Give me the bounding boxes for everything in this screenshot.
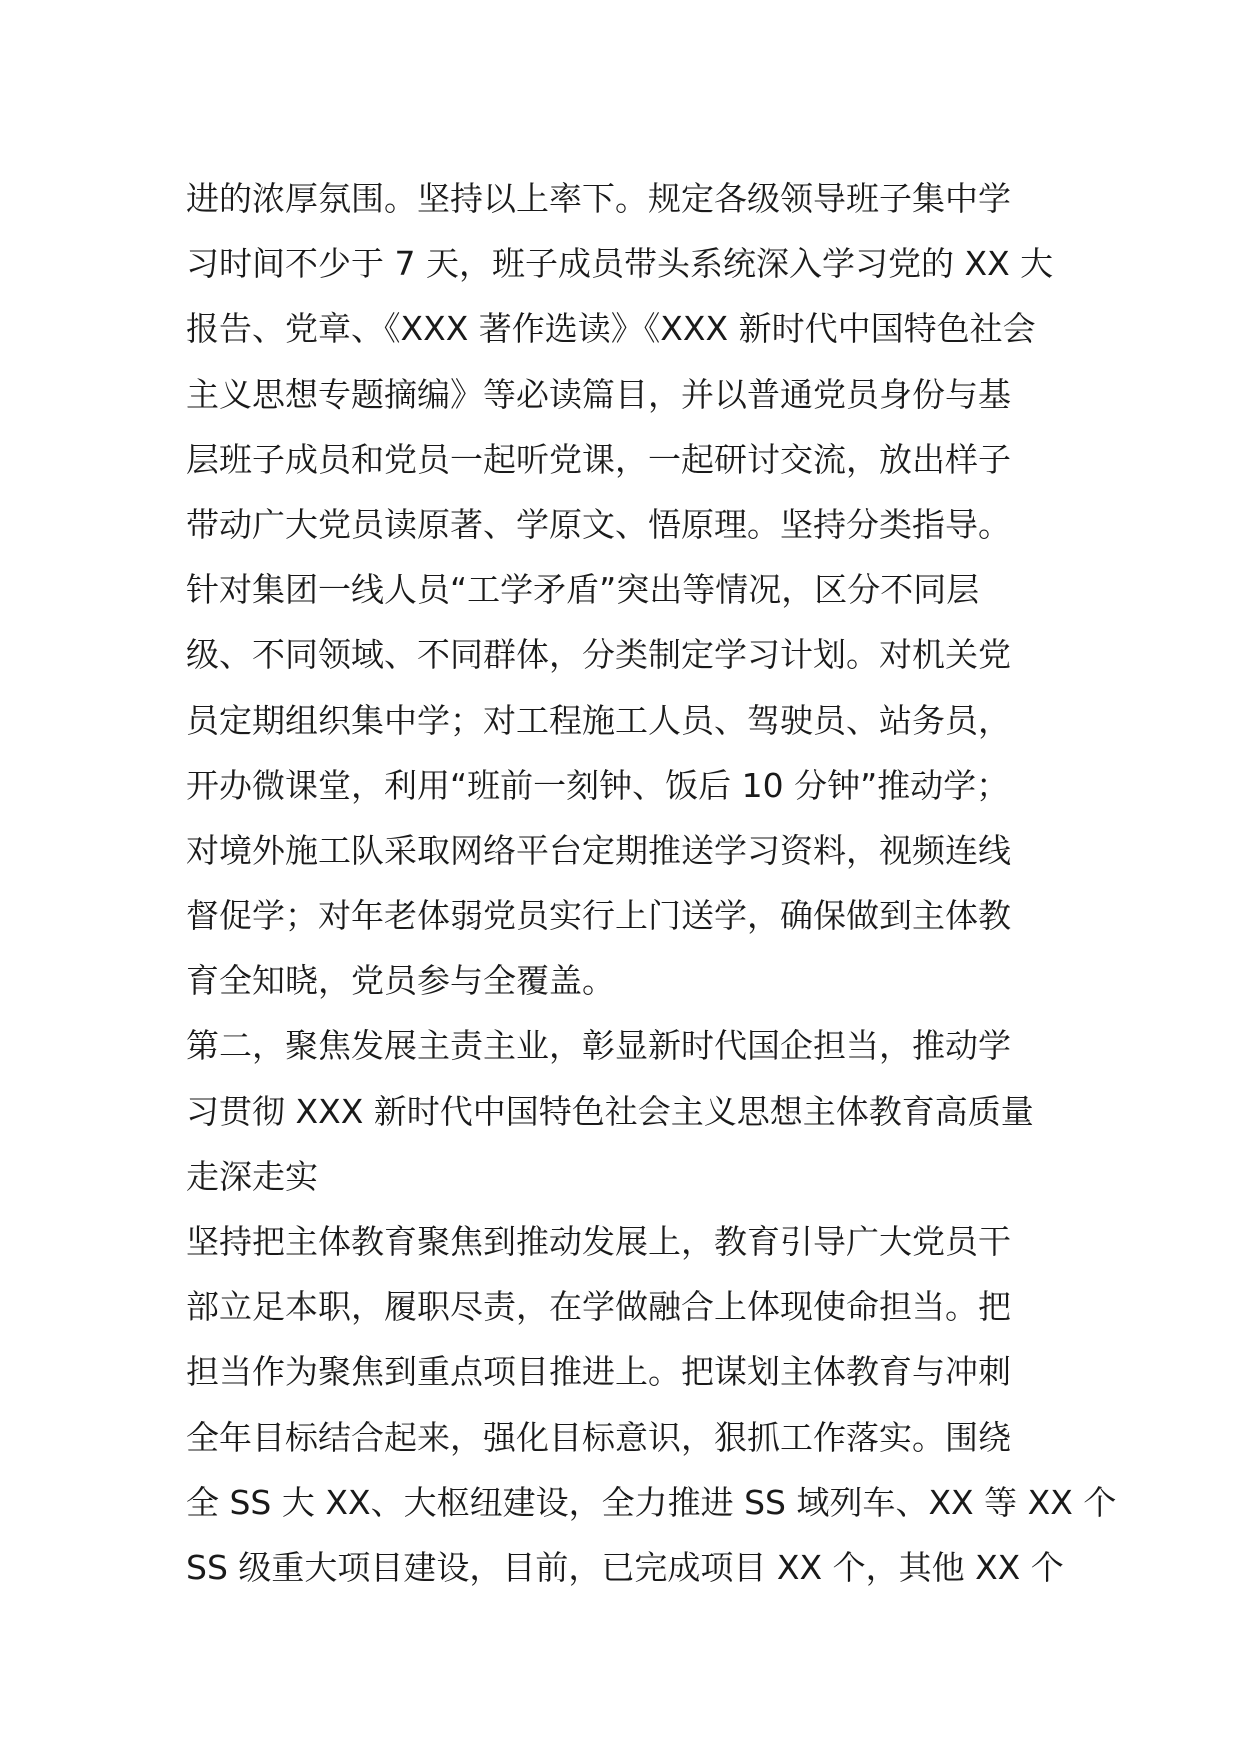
text-line: 习时间不少于 7 天，班子成员带头系统深入学习党的 XX 大 bbox=[186, 244, 1054, 284]
text-line: 部立足本职，履职尽责，在学做融合上体现使命担当。把 bbox=[186, 1287, 1011, 1327]
text-line: 对境外施工队采取网络平台定期推送学习资料，视频连线 bbox=[186, 830, 1011, 870]
text-line: 员定期组织集中学；对工程施工人员、驾驶员、站务员， bbox=[186, 700, 1011, 740]
text-line: 主义思想专题摘编》等必读篇目，并以普通党员身份与基 bbox=[186, 374, 1011, 414]
text-line: 级、不同领域、不同群体，分类制定学习计划。对机关党 bbox=[186, 635, 1011, 675]
section-heading-line: 第二，聚焦发展主责主业，彰显新时代国企担当，推动学 bbox=[186, 1026, 1011, 1066]
text-line: 报告、党章、《XXX 著作选读》《XXX 新时代中国特色社会 bbox=[186, 309, 1036, 349]
text-line: 全年目标结合起来，强化目标意识，狠抓工作落实。围绕 bbox=[186, 1417, 1011, 1457]
text-line: 针对集团一线人员“工学矛盾”突出等情况，区分不同层 bbox=[186, 570, 980, 610]
text-line: SS 级重大项目建设，目前，已完成项目 XX 个，其他 XX 个 bbox=[186, 1547, 1064, 1587]
text-line: 全 SS 大 XX、大枢纽建设，全力推进 SS 域列车、XX 等 XX 个 bbox=[186, 1482, 1117, 1522]
text-line: 育全知晓，党员参与全覆盖。 bbox=[186, 961, 615, 1001]
section-heading-line: 走深走实 bbox=[186, 1156, 318, 1196]
text-line: 进的浓厚氛围。坚持以上率下。规定各级领导班子集中学 bbox=[186, 179, 1011, 218]
text-line: 坚持把主体教育聚焦到推动发展上，教育引导广大党员干 bbox=[186, 1222, 1011, 1261]
text-line: 担当作为聚焦到重点项目推进上。把谋划主体教育与冲刺 bbox=[186, 1352, 1011, 1392]
text-line: 带动广大党员读原著、学原文、悟原理。坚持分类指导。 bbox=[186, 504, 1011, 544]
document-body bbox=[186, 166, 1117, 1600]
text-line: 开办微课堂，利用“班前一刻钟、饭后 10 分钟”推动学； bbox=[186, 765, 1010, 805]
section-heading-line: 习贯彻 XXX 新时代中国特色社会主义思想主体教育高质量 bbox=[186, 1091, 1034, 1131]
text-line: 督促学；对年老体弱党员实行上门送学，确保做到主体教 bbox=[186, 896, 1011, 936]
text-line: 层班子成员和党员一起听党课，一起研讨交流，放出样子 bbox=[186, 439, 1011, 479]
